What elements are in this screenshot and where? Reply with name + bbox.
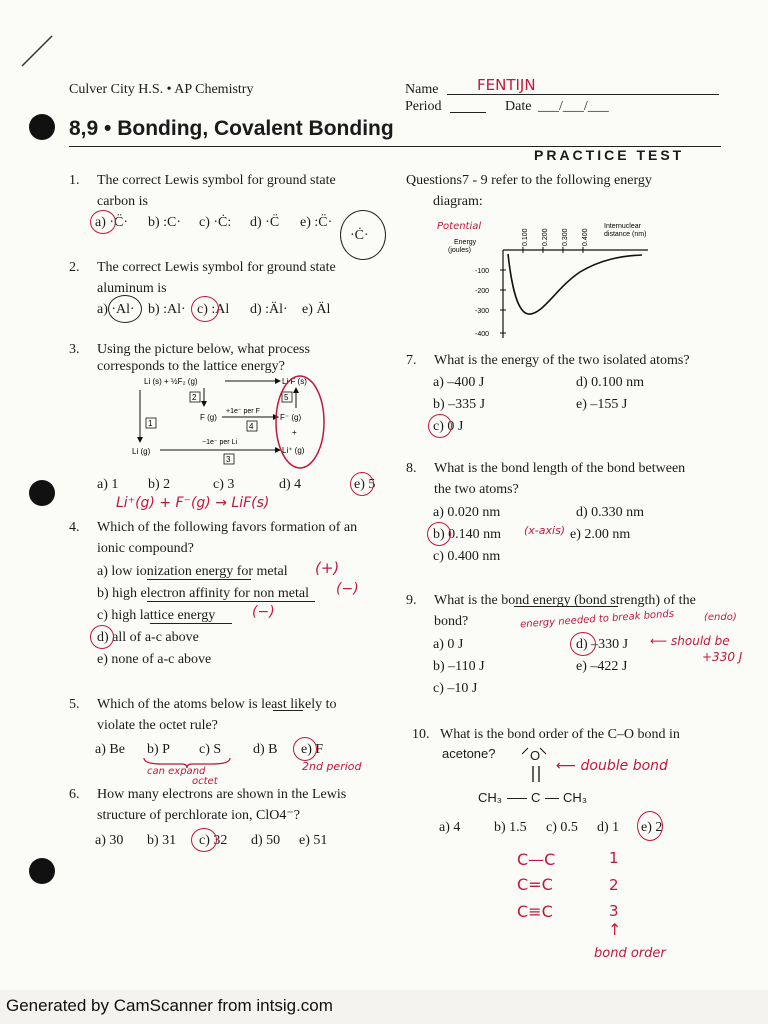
q2-choice-b[interactable]: b) :Al· xyxy=(148,302,186,317)
bond-order-3: 3 xyxy=(609,902,619,920)
energy-xlabel-2: distance (nm) xyxy=(604,231,647,238)
q9-bond-energy-underline xyxy=(514,606,618,607)
q4-answer-circle xyxy=(90,625,114,649)
bond-order-2: 2 xyxy=(609,876,619,894)
q6-choice-e[interactable]: e) 51 xyxy=(299,833,328,848)
student-name: FENTIJN xyxy=(477,76,536,94)
q9-answer-circle xyxy=(570,632,596,656)
q3-handwritten-work: Li⁺(g) + F⁻(g) → LiF(s) xyxy=(116,495,270,511)
name-underline xyxy=(447,94,719,95)
q3-choice-b[interactable]: b) 2 xyxy=(148,477,171,492)
q5-number: 5. xyxy=(69,697,80,712)
cycle-minus-e-label: −1e⁻ per Li xyxy=(202,439,238,446)
q2-answer-circle xyxy=(191,296,219,322)
cycle-box-3: 3 xyxy=(226,455,231,464)
period-label: Period xyxy=(405,99,442,114)
cycle-box-1: 1 xyxy=(148,419,153,428)
q6-text-2: structure of perchlorate ion, ClO4⁻? xyxy=(97,808,300,823)
q5-choice-c[interactable]: c) S xyxy=(199,742,222,757)
energy-ytick-200: -200 xyxy=(475,288,490,295)
q2-choice-a[interactable]: a) ·Al· xyxy=(97,302,135,317)
q9-number: 9. xyxy=(406,593,417,608)
q2-choice-c[interactable]: c) :Al xyxy=(197,302,230,317)
energy-ytick-300: -300 xyxy=(475,308,490,315)
q8-x-axis-note: (x-axis) xyxy=(524,524,566,537)
date-blank: ___/___/___ xyxy=(538,99,609,114)
q1-text-2: carbon is xyxy=(97,194,148,209)
binder-hole-middle xyxy=(29,480,55,506)
q10-choice-b[interactable]: b) 1.5 xyxy=(494,820,527,835)
bond-order-label: bond order xyxy=(594,946,666,961)
acetone-oxygen: O xyxy=(530,748,541,763)
q7-choice-d[interactable]: d) 0.100 nm xyxy=(576,375,645,390)
born-haber-diagram xyxy=(130,370,340,470)
bond-cc-single: C—C xyxy=(517,850,556,869)
q10-number: 10. xyxy=(412,727,430,742)
q4-number: 4. xyxy=(69,520,80,535)
q9-energy-needed-note: energy needed to break bonds xyxy=(519,608,675,631)
q1-choice-a[interactable]: a) ·C̈· xyxy=(95,215,129,230)
cycle-lig-label: Li (g) xyxy=(132,447,151,456)
q4-minus-note-c: (−) xyxy=(252,604,275,620)
q4-text-1: Which of the following favors formation of an xyxy=(97,520,358,535)
pen-stroke xyxy=(18,30,58,70)
name-label: Name xyxy=(405,82,439,97)
energy-ytick-400: -400 xyxy=(475,331,490,338)
q4-minus-note-b: (−) xyxy=(336,581,359,597)
q6-choice-a[interactable]: a) 30 xyxy=(95,833,124,848)
q3-text-2: corresponds to the lattice energy? xyxy=(97,359,285,374)
q6-choice-c[interactable]: c) 32 xyxy=(199,833,228,848)
q8-text-1: What is the bond length of the bond between xyxy=(434,461,686,476)
q1-choice-b[interactable]: b) :C· xyxy=(148,215,182,230)
acetone-ch3-right: CH₃ xyxy=(563,790,588,805)
q4-choice-a[interactable]: a) low ionization energy for metal xyxy=(97,564,288,579)
cycle-top-label: Li (s) + ½F₂ (g) xyxy=(144,377,198,386)
q5-text-2: violate the octet rule? xyxy=(97,718,218,733)
q5-second-period: 2nd period xyxy=(302,760,362,773)
energy-xlabel-1: Internuclear xyxy=(604,223,641,230)
intro-7-9-line2: diagram: xyxy=(433,194,483,209)
q5-text-1: Which of the atoms below is least likely to xyxy=(97,697,337,712)
q4-choice-b[interactable]: b) high electron affinity for non metal xyxy=(97,586,310,601)
q7-text-1: What is the energy of the two isolated atoms? xyxy=(434,353,690,368)
q10-double-bond-note: ⟵ double bond xyxy=(556,758,668,774)
q2-choice-e[interactable]: e) Äl xyxy=(302,302,331,317)
q7-choice-e[interactable]: e) –155 J xyxy=(576,397,628,412)
q4-choice-e[interactable]: e) none of a-c above xyxy=(97,652,212,667)
q3-answer-circle xyxy=(350,472,374,496)
intro-7-9-line1: Questions7 - 9 refer to the following energy xyxy=(406,173,652,188)
q10-choice-d[interactable]: d) 1 xyxy=(597,820,620,835)
q9-choice-c[interactable]: c) –10 J xyxy=(433,681,478,696)
q5-choice-a[interactable]: a) Be xyxy=(95,742,125,757)
acetone-bond-right xyxy=(545,798,559,799)
q8-text-2: the two atoms? xyxy=(434,482,519,497)
energy-ylabel-2: (joules) xyxy=(448,247,471,254)
q2-text-2: aluminum is xyxy=(97,281,167,296)
q4-text-2: ionic compound? xyxy=(97,541,194,556)
q5-octet: octet xyxy=(192,776,218,787)
q6-choice-b[interactable]: b) 31 xyxy=(147,833,177,848)
q6-answer-circle xyxy=(191,828,217,852)
q4-underline-b xyxy=(147,601,315,602)
q7-choice-a[interactable]: a) –400 J xyxy=(433,375,485,390)
q4-plus-note: (+) xyxy=(315,559,340,577)
q2-choice-d[interactable]: d) :Äl· xyxy=(250,302,288,317)
q3-number: 3. xyxy=(69,342,80,357)
q10-answer-circle xyxy=(637,811,663,841)
binder-hole-top xyxy=(29,114,55,140)
q2-number: 2. xyxy=(69,260,80,275)
q9-should-be-note: ⟵ should be xyxy=(650,634,730,648)
q9-text-1: What is the bond energy (bond strength) of the xyxy=(434,593,696,608)
q8-choice-a[interactable]: a) 0.020 nm xyxy=(433,505,501,520)
q7-number: 7. xyxy=(406,353,417,368)
energy-xtick-0300: 0.300 xyxy=(562,228,569,246)
q4-underline-c xyxy=(150,623,232,624)
school-line: Culver City H.S. • AP Chemistry xyxy=(69,82,254,97)
q1-answer-circle xyxy=(90,210,116,234)
acetone-carbon: C xyxy=(531,790,541,805)
q10-choice-a[interactable]: a) 4 xyxy=(439,820,461,835)
cycle-box-5: 5 xyxy=(284,393,289,402)
q9-choice-e[interactable]: e) –422 J xyxy=(576,659,628,674)
bond-cc-double: C=C xyxy=(517,875,553,894)
bond-cc-triple: C≡C xyxy=(517,902,553,921)
q4-underline-a xyxy=(147,579,251,580)
q7-choice-b[interactable]: b) –335 J xyxy=(433,397,486,412)
camscanner-footer: Generated by CamScanner from intsig.com xyxy=(6,996,333,1015)
q10-text-1: What is the bond order of the C–O bond in xyxy=(440,727,680,742)
q9-choice-b[interactable]: b) –110 J xyxy=(433,659,485,674)
q6-text-1: How many electrons are shown in the Lewis xyxy=(97,787,347,802)
q5-least-underline xyxy=(273,710,303,711)
acetone-ch3-left: CH₃ xyxy=(478,790,503,805)
energy-potential-note: Potential xyxy=(437,221,482,232)
q3-choice-c[interactable]: c) 3 xyxy=(213,477,235,492)
q8-choice-e[interactable]: e) 2.00 nm xyxy=(570,527,631,542)
cycle-plus-e-label: +1e⁻ per F xyxy=(226,408,260,415)
q1-choice-c[interactable]: c) ·Ċ: xyxy=(199,215,232,230)
q2-pencil-circle xyxy=(108,295,142,323)
energy-ylabel-1: Energy xyxy=(454,239,477,246)
cycle-plus: + xyxy=(292,428,297,437)
q9-choice-d[interactable]: d) –330 J xyxy=(576,637,629,652)
q8-number: 8. xyxy=(406,461,417,476)
q2-text-1: The correct Lewis symbol for ground state xyxy=(97,260,336,275)
q3-choice-e[interactable]: e) 5 xyxy=(354,477,376,492)
q3-text-1: Using the picture below, what process xyxy=(97,342,310,357)
cycle-lif-label: Li F (s) xyxy=(282,377,307,386)
q10-text-2: acetone? xyxy=(442,746,496,761)
q9-endo-note: (endo) xyxy=(704,612,737,623)
cycle-fminus-label: F⁻ (g) xyxy=(280,413,302,422)
q5-can-expand: can expand xyxy=(147,766,206,777)
bond-order-1: 1 xyxy=(609,849,619,867)
q1-work-symbol: ·Ċ· xyxy=(350,228,369,243)
q9-plus330-note: +330 J xyxy=(702,650,743,664)
q7-choice-c[interactable]: c) 0 J xyxy=(433,419,464,434)
q6-number: 6. xyxy=(69,787,80,802)
cycle-box-2: 2 xyxy=(192,393,197,402)
q7-answer-circle xyxy=(428,414,452,438)
q8-choice-b[interactable]: b) 0.140 nm xyxy=(433,527,502,542)
q10-choice-c[interactable]: c) 0.5 xyxy=(546,820,578,835)
page-title: 8,9 • Bonding, Covalent Bonding xyxy=(69,117,394,140)
q10-choice-e[interactable]: e) 2 xyxy=(641,820,663,835)
binder-hole-bottom xyxy=(29,858,55,884)
energy-ytick-100: -100 xyxy=(475,268,490,275)
q5-choice-e[interactable]: e) F xyxy=(301,742,324,757)
q8-answer-circle xyxy=(427,522,451,546)
q9-text-2: bond? xyxy=(434,614,469,629)
q8-choice-c[interactable]: c) 0.400 nm xyxy=(433,549,501,564)
bond-order-arrow: ↑ xyxy=(608,920,622,939)
cycle-box-4: 4 xyxy=(249,422,254,431)
q3-choice-a[interactable]: a) 1 xyxy=(97,477,119,492)
practice-test-label: PRACTICE TEST xyxy=(534,147,685,163)
q1-text-1: The correct Lewis symbol for ground state xyxy=(97,173,336,188)
q5-choice-b[interactable]: b) P xyxy=(147,742,170,757)
energy-xtick-0400: 0.400 xyxy=(582,228,589,246)
q1-choice-e[interactable]: e) :C̈· xyxy=(300,215,333,230)
q5-choice-d[interactable]: d) B xyxy=(253,742,278,757)
q6-choice-d[interactable]: d) 50 xyxy=(251,833,281,848)
cycle-liplus-label: Li⁺ (g) xyxy=(282,446,305,455)
q9-choice-a[interactable]: a) 0 J xyxy=(433,637,464,652)
acetone-bond-left xyxy=(507,798,527,799)
q3-choice-d[interactable]: d) 4 xyxy=(279,477,302,492)
q4-choice-c[interactable]: c) high lattice energy xyxy=(97,608,216,623)
period-underline xyxy=(450,112,486,113)
q8-choice-d[interactable]: d) 0.330 nm xyxy=(576,505,645,520)
acetone-bonds xyxy=(518,744,554,792)
q1-choice-d[interactable]: d) ·C̈ xyxy=(250,215,280,230)
cycle-fg-label: F (g) xyxy=(200,413,217,422)
energy-xtick-0200: 0.200 xyxy=(542,228,549,246)
energy-xtick-0100: 0.100 xyxy=(522,228,529,246)
q5-answer-circle xyxy=(293,737,317,761)
q1-number: 1. xyxy=(69,173,80,188)
date-label: Date xyxy=(505,99,532,114)
q4-choice-d[interactable]: d) all of a-c above xyxy=(97,630,199,645)
